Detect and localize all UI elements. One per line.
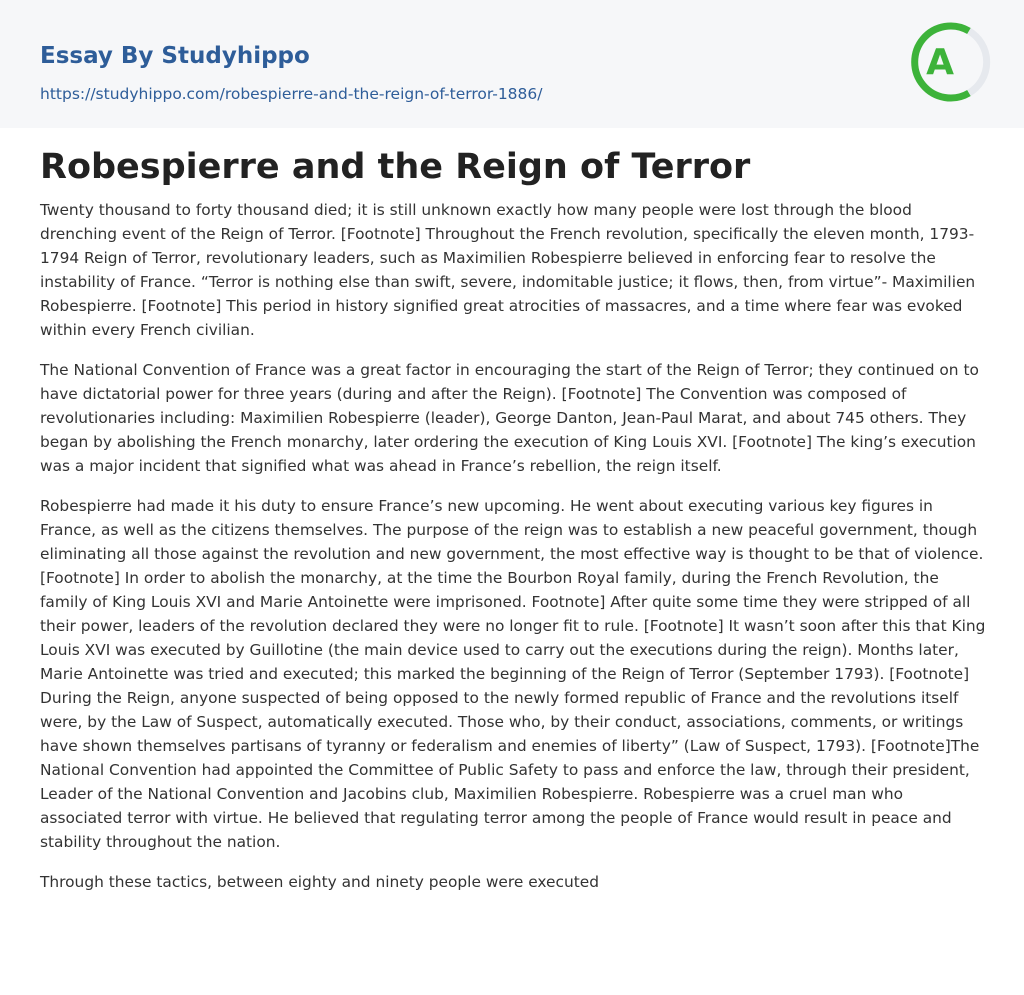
article [40, 142, 986, 910]
logo-letter: A [926, 42, 954, 83]
article-paragraph-1: Twenty thousand to forty thousand died; it is still unknown exactly how many people were lost through the blood drenching event of the Reign of Terror. [Footnote] Throughout the French revolution, specifically the eleven month, 1793-1794 Reign of Terror, revolutionary leaders, such as Maximilien Robespierre believed in enforcing fear to resolve the instability of France. “Terror is nothing else than swift, severe, indomitable justice; it flows, then, from virtue”- Maximilien Robespierre. [Footnote] This period in history signified great atrocities of massacres, and a time where fear was evoked within every French civilian. [40, 201, 976, 339]
site-header [0, 0, 1024, 128]
article-paragraph-2: The National Convention of France was a great factor in encouraging the start of the Reign of Terror; they continued on to have dictatorial power for three years (during and after the Reign). [Footnote] The Convention was composed of revolutionaries including: Maximilien Robespierre (leader), George Danton, Jean-Paul Marat, and about 745 others. They began by abolishing the French monarchy, later ordering the execution of King Louis XVI. [Footnote] The king’s execution was a major incident that signified what was ahead in France’s rebellion, the reign itself. [40, 361, 979, 475]
essay-url-link[interactable]: https://studyhippo.com/robespierre-and-the-reign-of-terror-1886/ [40, 85, 543, 103]
article-paragraph-3: Robespierre had made it his duty to ensure France’s new upcoming. He went about executing various key figures in France, as well as the citizens themselves. The purpose of the reign was to establish a new peaceful government, though eliminating all those against the revolution and new government, the most effective way is thought to be that of violence. [Footnote] In order to abolish the monarchy, at the time the Bourbon Royal family, during the French Revolution, the family of King Louis XVI and Marie Antoinette were imprisoned. Footnote] After quite some time they were stripped of all their power, leaders of the revolution declared they were no longer fit to rule. [Footnote] It wasn’t soon after this that King Louis XVI was executed by Guillotine (the main device used to carry out the executions during the reign). Months later, Marie Antoinette was tried and executed; this marked the beginning of the Reign of Terror (September 1793). [Footnote] During the Reign, anyone suspected of being opposed to the newly formed republic of France and the revolutions itself were, by the Law of Suspect, automatically executed. Those who, by their conduct, associations, comments, or writings have shown themselves partisans of tyranny or federalism and enemies of liberty” (Law of Suspect, 1793). [Footnote]The National Convention had appointed the Committee of Public Safety to pass and enforce the law, through their president, Leader of the National Convention and Jacobins club, Maximilien Robespierre. Robespierre was a cruel man who associated terror with virtue. He believed that regulating terror among the people of France would result in peace and stability throughout the nation. [40, 497, 986, 851]
article-paragraph-4: Through these tactics, between eighty and ninety people were executed [40, 873, 600, 891]
article-title: Robespierre and the Reign of Terror [40, 147, 751, 187]
studyhippo-logo-icon[interactable] [908, 18, 992, 106]
site-brand[interactable]: Essay By Studyhippo [40, 43, 310, 69]
